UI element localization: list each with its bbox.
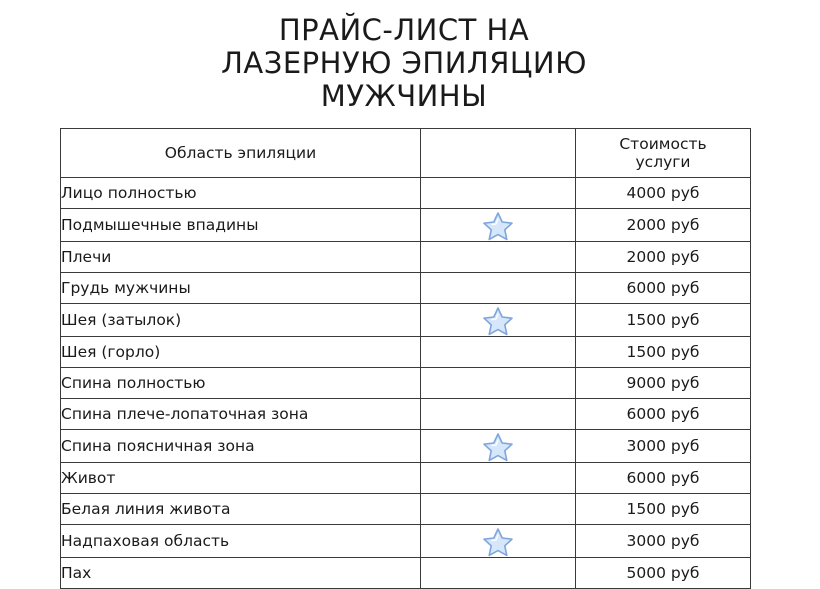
table-row bbox=[61, 209, 751, 242]
title-line-3: МУЖЧИНЫ bbox=[320, 79, 488, 113]
title-line-2: ЛАЗЕРНУЮ ЭПИЛЯЦИЮ bbox=[221, 46, 587, 80]
table-row bbox=[61, 337, 751, 368]
table-row bbox=[61, 242, 751, 273]
area-cell: Грудь мужчины bbox=[61, 273, 421, 304]
star-icon bbox=[482, 306, 514, 336]
mark-cell bbox=[421, 304, 576, 337]
header-cost bbox=[576, 129, 751, 178]
price-cell: 1500 руб bbox=[576, 337, 751, 368]
mark-cell bbox=[421, 178, 576, 209]
table-row bbox=[61, 178, 751, 209]
mark-cell bbox=[421, 368, 576, 399]
area-cell: Шея (затылок) bbox=[61, 304, 421, 337]
area-cell: Белая линия живота bbox=[61, 494, 421, 525]
area-cell: Лицо полностью bbox=[61, 178, 421, 209]
price-cell: 3000 руб bbox=[576, 525, 751, 558]
price-cell: 6000 руб bbox=[576, 273, 751, 304]
area-cell: Плечи bbox=[61, 242, 421, 273]
mark-cell bbox=[421, 273, 576, 304]
table-row bbox=[61, 399, 751, 430]
price-cell: 3000 руб bbox=[576, 430, 751, 463]
price-cell: 2000 руб bbox=[576, 209, 751, 242]
page-title bbox=[0, 14, 808, 113]
star-icon bbox=[482, 432, 514, 462]
price-table bbox=[60, 128, 751, 589]
area-cell: Живот bbox=[61, 463, 421, 494]
area-cell: Пах bbox=[61, 558, 421, 589]
mark-cell bbox=[421, 337, 576, 368]
table-row bbox=[61, 430, 751, 463]
mark-cell bbox=[421, 430, 576, 463]
price-cell: 1500 руб bbox=[576, 304, 751, 337]
area-cell: Спина полностью bbox=[61, 368, 421, 399]
price-cell: 1500 руб bbox=[576, 494, 751, 525]
mark-cell bbox=[421, 209, 576, 242]
area-cell: Надпаховая область bbox=[61, 525, 421, 558]
table-header-row bbox=[61, 129, 751, 178]
area-cell: Спина плече-лопаточная зона bbox=[61, 399, 421, 430]
mark-cell bbox=[421, 399, 576, 430]
mark-cell bbox=[421, 242, 576, 273]
price-cell: 6000 руб bbox=[576, 399, 751, 430]
mark-cell bbox=[421, 463, 576, 494]
star-icon bbox=[482, 211, 514, 241]
table-row bbox=[61, 525, 751, 558]
title-line-1: ПРАЙС-ЛИСТ НА bbox=[278, 13, 530, 47]
area-cell: Шея (горло) bbox=[61, 337, 421, 368]
price-cell: 2000 руб bbox=[576, 242, 751, 273]
table-row bbox=[61, 494, 751, 525]
table-row bbox=[61, 558, 751, 589]
area-cell: Подмышечные впадины bbox=[61, 209, 421, 242]
header-mark bbox=[421, 129, 576, 178]
price-cell: 4000 руб bbox=[576, 178, 751, 209]
table-row bbox=[61, 304, 751, 337]
table-row bbox=[61, 273, 751, 304]
price-cell: 6000 руб bbox=[576, 463, 751, 494]
mark-cell bbox=[421, 494, 576, 525]
header-cost-line-1: Стоимость bbox=[619, 135, 707, 153]
table-row bbox=[61, 368, 751, 399]
header-area: Область эпиляции bbox=[61, 129, 421, 178]
mark-cell bbox=[421, 525, 576, 558]
price-table-body bbox=[61, 178, 751, 589]
mark-cell bbox=[421, 558, 576, 589]
star-icon bbox=[482, 527, 514, 557]
area-cell: Спина поясничная зона bbox=[61, 430, 421, 463]
price-cell: 5000 руб bbox=[576, 558, 751, 589]
table-row bbox=[61, 463, 751, 494]
price-cell: 9000 руб bbox=[576, 368, 751, 399]
header-cost-line-2: услуги bbox=[635, 153, 691, 171]
